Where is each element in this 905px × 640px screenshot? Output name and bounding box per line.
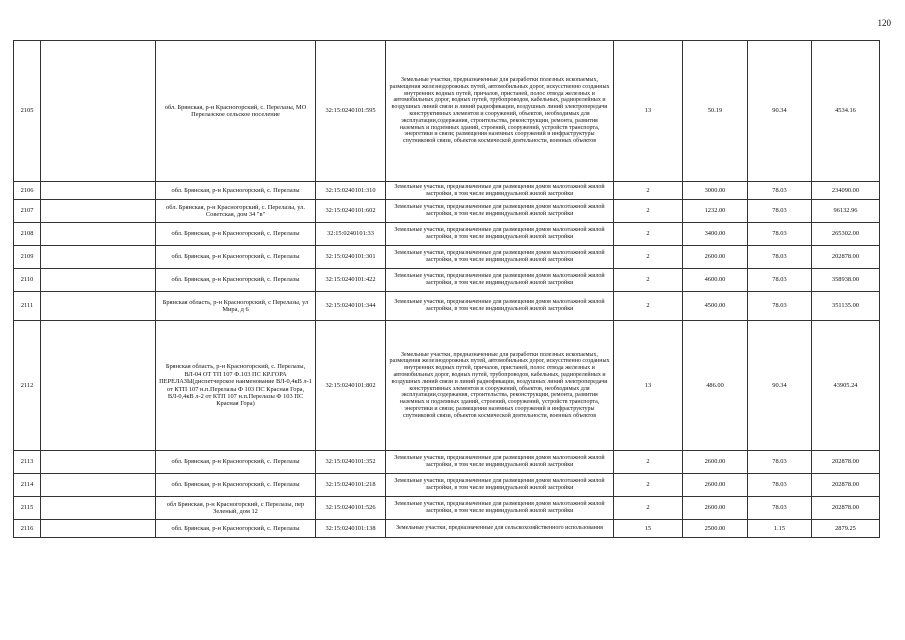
cadastral-value-cell: 234090.00 (812, 182, 880, 200)
address-cell: обл. Брянская, р-н Красногорский, с. Перелазы (156, 520, 316, 538)
address-cell: обл. Брянская, р-н Красногорский, с. Перелазы (156, 269, 316, 292)
cadastral-value-cell: 202878.00 (812, 246, 880, 269)
area-cell: 50.19 (683, 41, 748, 182)
address-cell: обл Брянская, р-н Красногорский, с Перелазы, пер Зеленый, дом 12 (156, 497, 316, 520)
row-number: 2116 (14, 520, 41, 538)
use-code-cell: 2 (614, 200, 683, 223)
row-number: 2110 (14, 269, 41, 292)
table-row (14, 223, 880, 246)
row-number: 2112 (14, 321, 41, 451)
rate-cell: 78.03 (748, 269, 812, 292)
address-cell: Брянская область, р-н Красногорский, с. Перелазы, ВЛ-04 ОТ ТП 107 Ф.103 ПС КР.ГОРА ПЕРЕЛАЗЫ(диспетчерское наименование ВЛ-0,4кВ л-1 от КТП 107 н.п.Перелазы Ф 103 ПС Красная Гора, ВЛ-0,4кВ л-2 от КТП 107 н.п.Перелазы Ф 103 ПС Красная Гора) (156, 321, 316, 451)
cadastral-number-cell: 32:15:0240101:422 (316, 269, 386, 292)
table-row (14, 451, 880, 474)
land-use-cell: Земельные участки, предназначенные для разработки полезных ископаемых, размещения железнодорожных путей, автомобильных дорог, искусственно созданных внутренних водных путей, причалов, пристаней, полос отвода железных и автомобильных дорог, водных путей, трубопроводов, кабельных, радиорелейных и воздушных линий связи и линий радиофикации, воздушных линий электропередачи конструктивных элементов и сооружений, объектов, необходимых для эксплуатации,содержания, строительства, реконструкции, ремонта, развития наземных и подземных зданий, строений, сооружений, устройств транспорта, энергетики и связи; размещения наземных сооружений и инфраструктуры спутниковой связи, объектов космической деятельности, военных объектов (386, 41, 614, 182)
empty-cell (41, 269, 156, 292)
use-code-cell: 2 (614, 223, 683, 246)
row-number: 2111 (14, 292, 41, 321)
area-cell: 3400.00 (683, 223, 748, 246)
row-number: 2115 (14, 497, 41, 520)
rate-cell: 90.34 (748, 321, 812, 451)
empty-cell (41, 474, 156, 497)
row-number: 2109 (14, 246, 41, 269)
cadastral-value-cell: 2879.25 (812, 520, 880, 538)
row-number: 2113 (14, 451, 41, 474)
row-number: 2108 (14, 223, 41, 246)
empty-cell (41, 520, 156, 538)
address-cell: обл. Брянская, р-н Красногорский, с. Перелазы, ул. Советская, дом 34 "в" (156, 200, 316, 223)
rate-cell: 90.34 (748, 41, 812, 182)
use-code-cell: 13 (614, 321, 683, 451)
land-registry-table (13, 40, 880, 538)
rate-cell: 78.03 (748, 451, 812, 474)
use-code-cell: 2 (614, 246, 683, 269)
cadastral-value-cell: 351135.00 (812, 292, 880, 321)
row-number: 2114 (14, 474, 41, 497)
address-cell: обл. Брянская, р-н Красногорский, с. Перелазы (156, 246, 316, 269)
use-code-cell: 2 (614, 451, 683, 474)
land-use-cell: Земельные участки, предназначенные для размещения домов малоэтажной жилой застройки, в том числе индивидуальной жилой застройки (386, 497, 614, 520)
cadastral-number-cell: 32:15:0240101:602 (316, 200, 386, 223)
use-code-cell: 2 (614, 269, 683, 292)
empty-cell (41, 182, 156, 200)
address-cell: обл. Брянская, р-н Красногорский, с. Перелазы (156, 182, 316, 200)
area-cell: 4600.00 (683, 269, 748, 292)
address-cell: обл. Брянская, р-н Красногорский, с. Перелазы (156, 474, 316, 497)
page-number: 120 (877, 18, 891, 28)
use-code-cell: 2 (614, 497, 683, 520)
empty-cell (41, 223, 156, 246)
land-use-cell: Земельные участки, предназначенные для размещения домов малоэтажной жилой застройки, в том числе индивидуальной жилой застройки (386, 292, 614, 321)
cadastral-number-cell: 32:15:0240101:526 (316, 497, 386, 520)
cadastral-number-cell: 32:15:0240101:301 (316, 246, 386, 269)
use-code-cell: 2 (614, 292, 683, 321)
address-cell: Брянская область, р-н Красногорский, с Перелазы, ул Мира, д 6 (156, 292, 316, 321)
cadastral-number-cell: 32:15:0240101:218 (316, 474, 386, 497)
table-row (14, 520, 880, 538)
table-row (14, 200, 880, 223)
use-code-cell: 13 (614, 41, 683, 182)
cadastral-value-cell: 202878.00 (812, 451, 880, 474)
land-use-cell: Земельные участки, предназначенные для размещения домов малоэтажной жилой застройки, в том числе индивидуальной жилой застройки (386, 246, 614, 269)
area-cell: 2600.00 (683, 246, 748, 269)
area-cell: 2600.00 (683, 451, 748, 474)
table-row (14, 246, 880, 269)
cadastral-value-cell: 96132.96 (812, 200, 880, 223)
area-cell: 2500.00 (683, 520, 748, 538)
table-row (14, 182, 880, 200)
cadastral-number-cell: 32:15:0240101:802 (316, 321, 386, 451)
empty-cell (41, 200, 156, 223)
empty-cell (41, 246, 156, 269)
table-row (14, 497, 880, 520)
table-row (14, 321, 880, 451)
empty-cell (41, 497, 156, 520)
cadastral-value-cell: 202878.00 (812, 474, 880, 497)
cadastral-value-cell: 4534.16 (812, 41, 880, 182)
cadastral-value-cell: 43905.24 (812, 321, 880, 451)
land-use-cell: Земельные участки, предназначенные для размещения домов малоэтажной жилой застройки, в том числе индивидуальной жилой застройки (386, 200, 614, 223)
rate-cell: 78.03 (748, 223, 812, 246)
table-row (14, 269, 880, 292)
rate-cell: 1.15 (748, 520, 812, 538)
area-cell: 1232.00 (683, 200, 748, 223)
address-cell: обл. Брянская, р-н Красногорский, с. Перелазы, МО Перелазское сельское поселение (156, 41, 316, 182)
area-cell: 3000.00 (683, 182, 748, 200)
land-use-cell: Земельные участки, предназначенные для размещения домов малоэтажной жилой застройки, в том числе индивидуальной жилой застройки (386, 451, 614, 474)
land-use-cell: Земельные участки, предназначенные для размещения домов малоэтажной жилой застройки, в том числе индивидуальной жилой застройки (386, 182, 614, 200)
rate-cell: 78.03 (748, 292, 812, 321)
area-cell: 486.00 (683, 321, 748, 451)
empty-cell (41, 451, 156, 474)
cadastral-number-cell: 32:15:0240101:310 (316, 182, 386, 200)
cadastral-value-cell: 358938.00 (812, 269, 880, 292)
cadastral-number-cell: 32:15:0240101:595 (316, 41, 386, 182)
empty-cell (41, 41, 156, 182)
cadastral-value-cell: 202878.00 (812, 497, 880, 520)
use-code-cell: 2 (614, 474, 683, 497)
use-code-cell: 2 (614, 182, 683, 200)
rate-cell: 78.03 (748, 200, 812, 223)
land-use-cell: Земельные участки, предназначенные для размещения домов малоэтажной жилой застройки, в том числе индивидуальной жилой застройки (386, 474, 614, 497)
table-row (14, 474, 880, 497)
land-use-cell: Земельные участки, предназначенные для сельскохозяйственного использования (386, 520, 614, 538)
table-row (14, 41, 880, 182)
cadastral-number-cell: 32:15:0240101:352 (316, 451, 386, 474)
row-number: 2106 (14, 182, 41, 200)
land-use-cell: Земельные участки, предназначенные для разработки полезных ископаемых, размещения железнодорожных путей, автомобильных дорог, искусственно созданных внутренних водных путей, причалов, пристаней, полос отвода железных и автомобильных дорог, водных путей, трубопроводов, кабельных, радиорелейных и воздушных линий связи и линий радиофикации, воздушных линий электропередачи конструктивных элементов и сооружений, объектов, необходимых для эксплуатации,содержания, строительства, реконструкции, ремонта, развития наземных и подземных зданий, строений, сооружений, устройств транспорта, энергетики и связи; размещения наземных сооружений и инфраструктуры спутниковой связи, объектов космической деятельности, военных объектов (386, 321, 614, 451)
cadastral-value-cell: 265302.00 (812, 223, 880, 246)
area-cell: 4500.00 (683, 292, 748, 321)
cadastral-number-cell: 32:15:0240101:33 (316, 223, 386, 246)
use-code-cell: 15 (614, 520, 683, 538)
land-use-cell: Земельные участки, предназначенные для размещения домов малоэтажной жилой застройки, в том числе индивидуальной жилой застройки (386, 223, 614, 246)
address-cell: обл. Брянская, р-н Красногорский, с. Перелазы (156, 451, 316, 474)
address-cell: обл. Брянская, р-н Красногорский, с. Перелазы (156, 223, 316, 246)
empty-cell (41, 321, 156, 451)
cadastral-number-cell: 32:15:0240101:344 (316, 292, 386, 321)
rate-cell: 78.03 (748, 182, 812, 200)
row-number: 2107 (14, 200, 41, 223)
area-cell: 2600.00 (683, 497, 748, 520)
rate-cell: 78.03 (748, 246, 812, 269)
rate-cell: 78.03 (748, 497, 812, 520)
empty-cell (41, 292, 156, 321)
rate-cell: 78.03 (748, 474, 812, 497)
table-row (14, 292, 880, 321)
area-cell: 2600.00 (683, 474, 748, 497)
row-number: 2105 (14, 41, 41, 182)
cadastral-number-cell: 32:15:0240101:138 (316, 520, 386, 538)
land-use-cell: Земельные участки, предназначенные для размещения домов малоэтажной жилой застройки, в том числе индивидуальной жилой застройки (386, 269, 614, 292)
